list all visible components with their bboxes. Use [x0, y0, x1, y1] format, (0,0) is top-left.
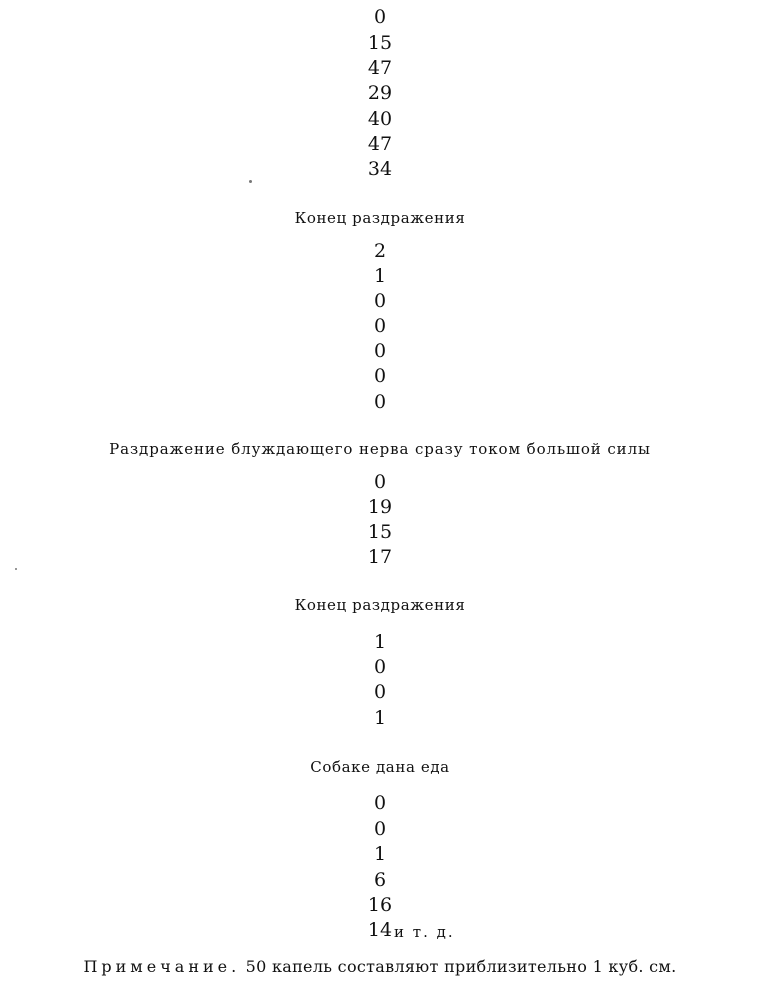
- value-row: 1: [373, 843, 387, 865]
- value-row: 15: [367, 521, 393, 543]
- value-row: 40: [367, 108, 393, 130]
- section-heading-vagus-stimulation: Раздражение блуждающего нерва сразу током большой силы: [109, 440, 651, 458]
- value-row: 0: [373, 681, 387, 703]
- value-row: 0: [373, 340, 387, 362]
- value-row: 0: [373, 818, 387, 840]
- section-heading-dog-fed: Собаке дана еда: [310, 758, 450, 776]
- value-row: 0: [373, 656, 387, 678]
- section-heading-end-stimulation: Конец раздражения: [294, 209, 466, 227]
- value-row: 0: [373, 290, 387, 312]
- value-row: 47: [367, 57, 393, 79]
- etc-suffix: и т. д.: [394, 923, 455, 941]
- value-row: 0: [373, 6, 387, 28]
- value-row: 0: [373, 365, 387, 387]
- footnote-label: Примечание.: [83, 957, 241, 976]
- value-row: 29: [367, 82, 393, 104]
- value-row: 19: [367, 496, 393, 518]
- value-row: 0: [373, 315, 387, 337]
- value-row: 16: [367, 894, 393, 916]
- value-row: 14: [367, 919, 393, 941]
- value-row: 0: [373, 391, 387, 413]
- value-row: 1: [373, 631, 387, 653]
- value-row: 17: [367, 546, 393, 568]
- value-row: 6: [373, 869, 387, 891]
- footnote: [0, 955, 760, 979]
- value-row: 1: [373, 707, 387, 729]
- value-row: 1: [373, 265, 387, 287]
- footnote-text: 50 капель составляют приблизительно 1 куб. см.: [245, 957, 677, 976]
- value-row: 34: [367, 158, 393, 180]
- section-heading-end-stimulation: Конец раздражения: [294, 596, 466, 614]
- value-row: 2: [373, 240, 387, 262]
- value-row: 15: [367, 32, 393, 54]
- value-row: 47: [367, 133, 393, 155]
- scan-speck: [15, 568, 17, 570]
- scan-speck: [249, 180, 252, 183]
- value-row: 0: [373, 792, 387, 814]
- value-row: 0: [373, 471, 387, 493]
